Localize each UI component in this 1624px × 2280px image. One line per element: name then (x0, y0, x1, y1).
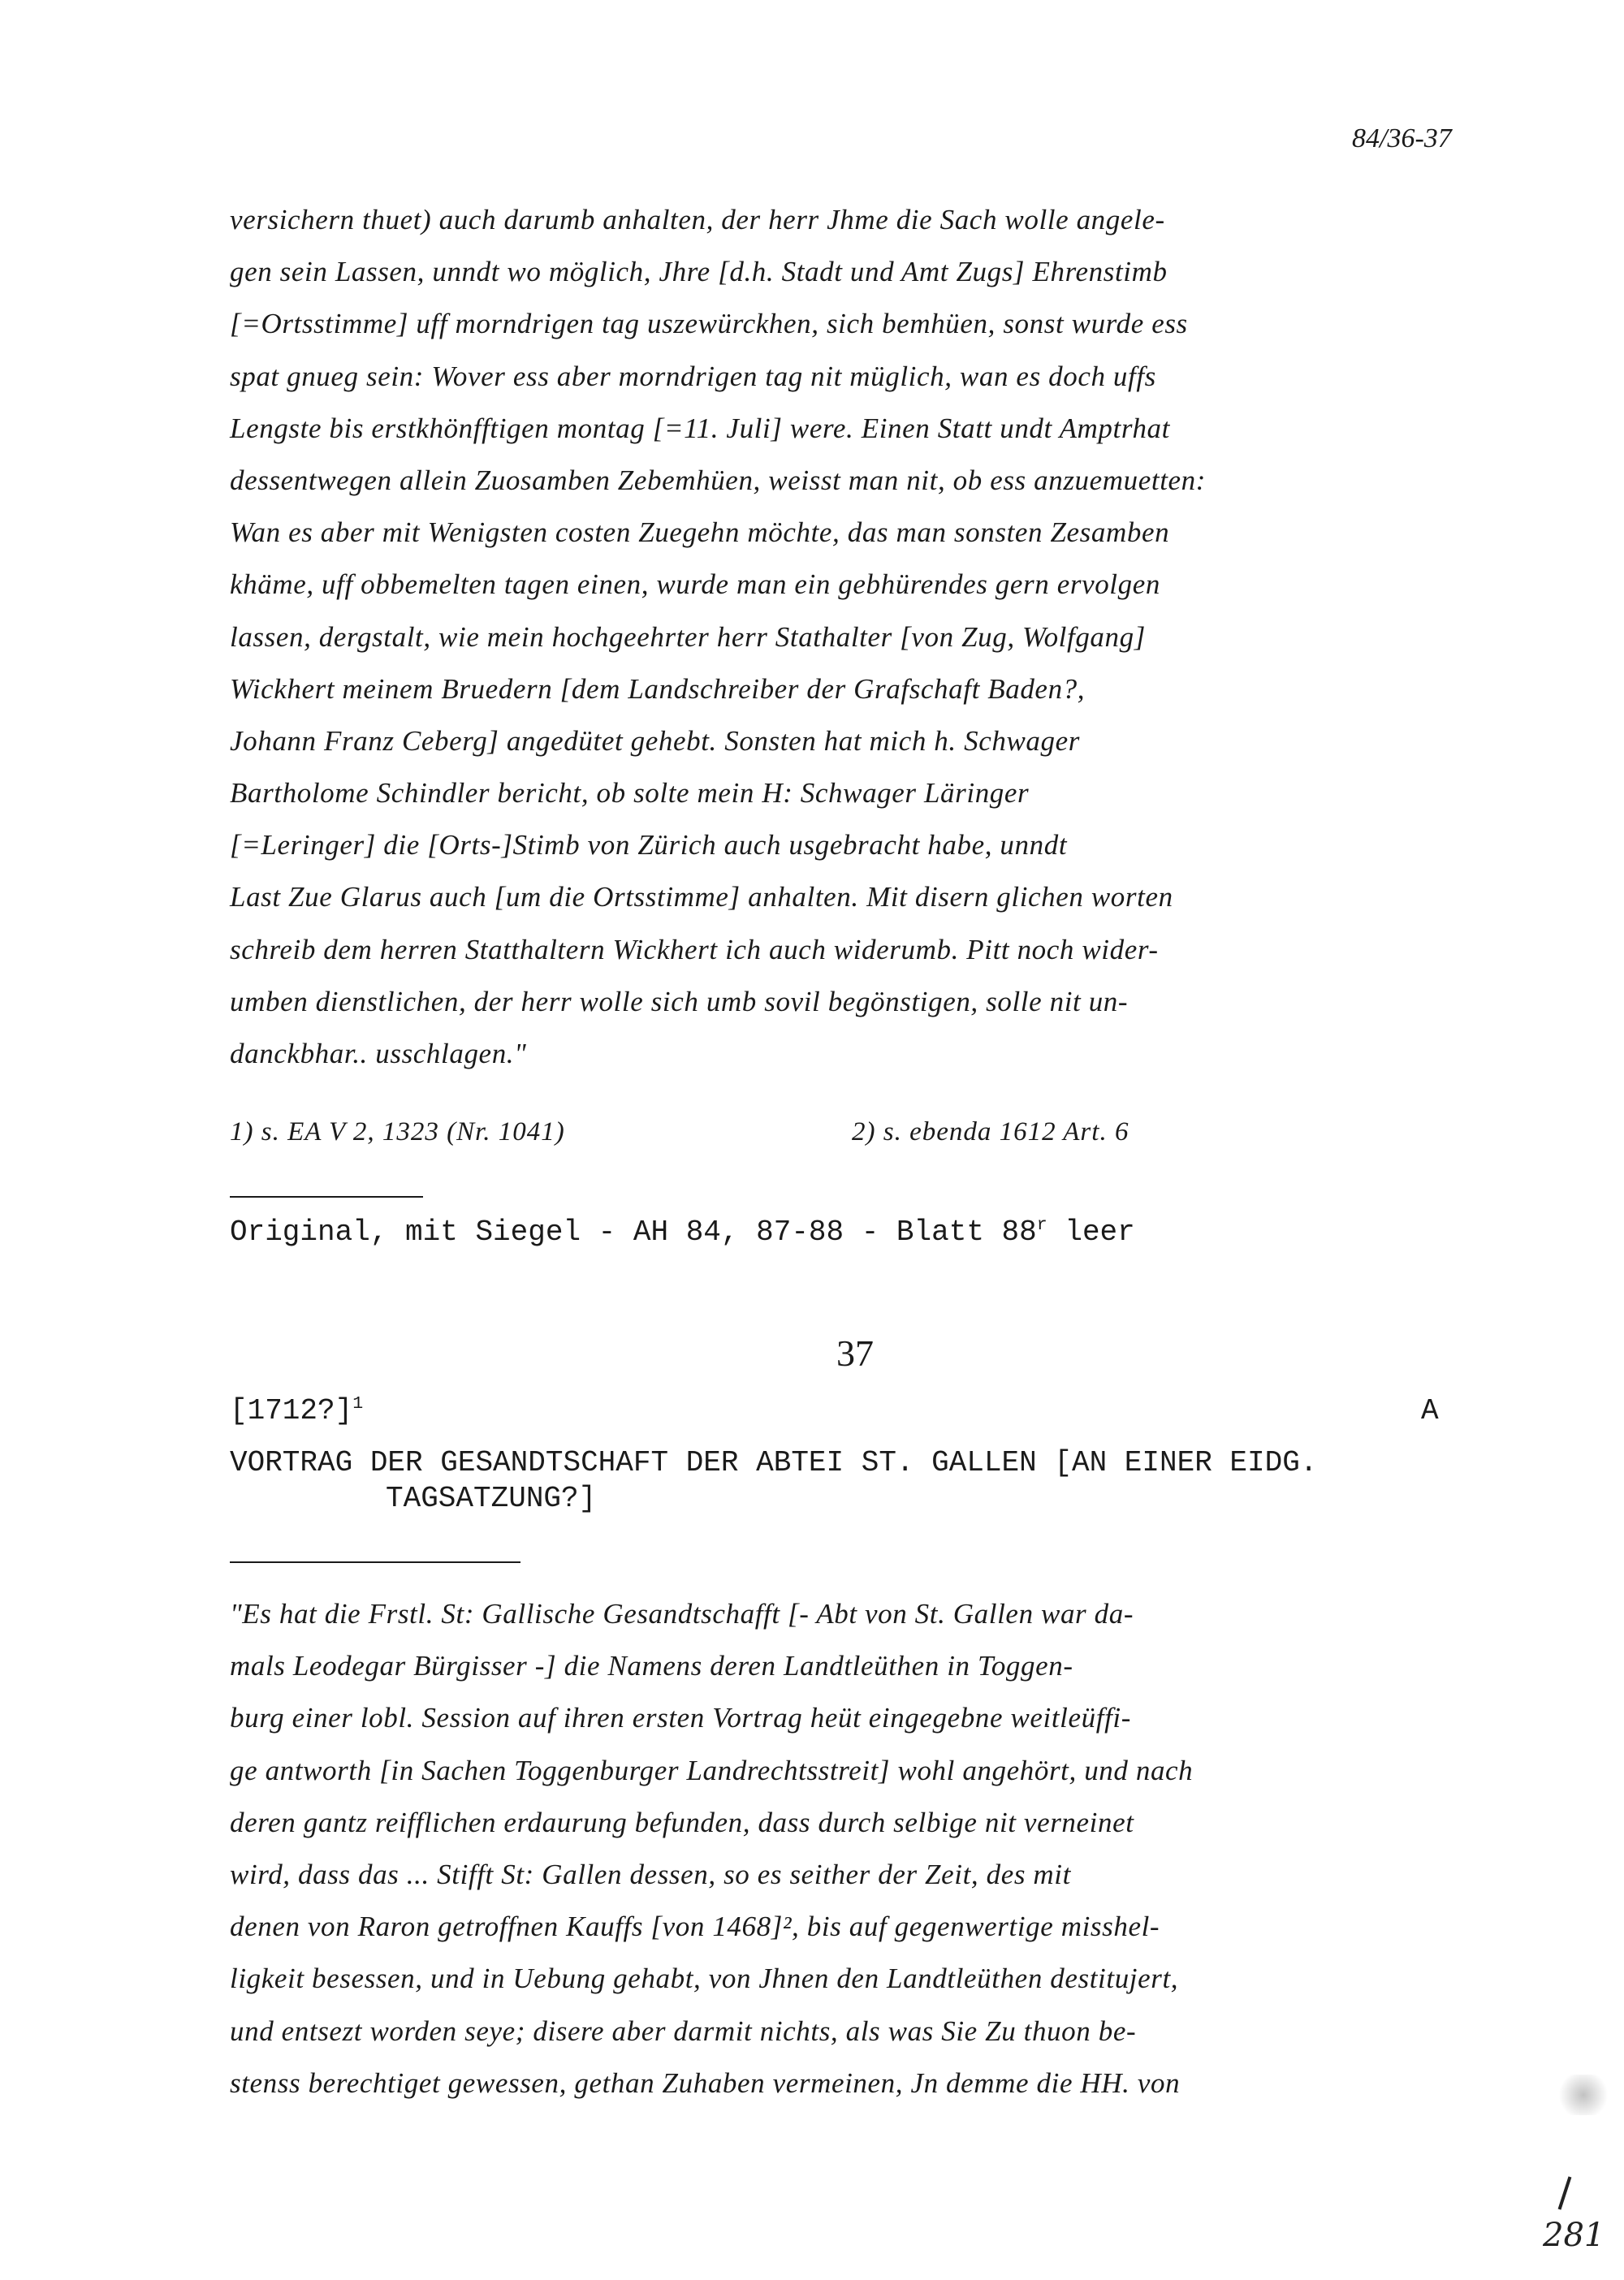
title-line-1: VORTRAG DER GESANDTSCHAFT DER ABTEI ST. GALLEN [AN EINER EIDG. (230, 1446, 1318, 1479)
document-number: 37 (836, 1332, 874, 1374)
text-line: denen von Raron getroffnen Kauffs [von 1468]², bis auf gegenwertige misshel- (230, 1911, 1160, 1943)
text-line: deren gantz reifflichen erdaurung befunden, dass durch selbige nit verneinet (230, 1806, 1134, 1838)
text-line: Johann Franz Ceberg] angedütet gehebt. Sonsten hat mich h. Schwager (230, 724, 1080, 757)
source-text: Original, mit Siegel - AH 84, 87-88 - Blatt 88 (230, 1216, 1037, 1249)
text-line: schreib dem herren Statthaltern Wickhert ich auch widerumb. Pitt noch wider- (230, 933, 1159, 965)
document-title (230, 1445, 1317, 1517)
text-line: und entsezt worden seye; disere aber darmit nichts, als was Sie Zu thuon be- (230, 2014, 1137, 2047)
page-number: 84/36-37 (1352, 123, 1452, 153)
text-line: Wickhert meinem Bruedern [dem Landschreiber der Grafschaft Baden?, (230, 672, 1086, 705)
text-line: Wan es aber mit Wenigsten costen Zuegehn möchte, das man sonsten Zesamben (230, 516, 1170, 549)
divider (230, 1196, 423, 1198)
handwritten-tick-icon (1558, 2176, 1572, 2209)
text-line: khäme, uff obbemelten tagen einen, wurde man ein gebhürendes gern ervolgen (230, 568, 1160, 601)
text-line: [=Leringer] die [Orts-]Stimb von Zürich auch usgebracht habe, unndt (230, 829, 1068, 861)
source-superscript: r (1036, 1216, 1047, 1235)
text-line: gen sein Lassen, unndt wo möglich, Jhre [d.h. Stadt und Amt Zugs] Ehrenstimb (230, 256, 1168, 288)
text-line: Lengste bis erstkhönfftigen montag [=11. Juli] were. Einen Statt undt Amptrhat (230, 412, 1170, 444)
document-date (230, 1394, 363, 1427)
text-line: lassen, dergstalt, wie mein hochgeehrter herr Stathalter [von Zug, Wolfgang] (230, 620, 1146, 653)
source-text-end: leer (1047, 1216, 1135, 1249)
text-line: ligkeit besessen, und in Uebung gehabt, von Jhnen den Landtleüthen destitujert, (230, 1963, 1179, 1995)
footnote-1: 1) s. EA V 2, 1323 (Nr. 1041) (230, 1117, 565, 1146)
text-line: mals Leodegar Bürgisser -] die Namens deren Landtleüthen in Toggen- (230, 1650, 1073, 1682)
date-footnote-ref: 1 (352, 1394, 364, 1414)
text-line: stenss berechtiget gewessen, gethan Zuhaben vermeinen, Jn demme die HH. von (230, 2066, 1181, 2099)
source-note (230, 1216, 1135, 1249)
text-line: spat gnueg sein: Wover ess aber morndrigen tag nit müglich, wan es doch uffs (230, 360, 1156, 392)
text-line: ge antworth [in Sachen Toggenburger Landrechtsstreit] wohl angehört, und nach (230, 1754, 1194, 1786)
text-block-speech (230, 1588, 1193, 2109)
text-line: danckbhar.. usschlagen." (230, 1038, 527, 1069)
text-line: dessentwegen allein Zuosamben Zebemhüen, weisst man nit, ob ess anzuemuetten: (230, 464, 1207, 496)
text-line: wird, dass das ... Stifft St: Gallen dessen, so es seither der Zeit, des mit (230, 1858, 1071, 1890)
footnotes (230, 1117, 1285, 1147)
smudge-mark (1555, 2075, 1612, 2115)
text-line: umben dienstlichen, der herr wolle sich umb sovil begönstigen, solle nit un- (230, 985, 1129, 1017)
handwritten-page-number: 281 (1543, 2217, 1605, 2254)
text-line: "Es hat die Frstl. St: Gallische Gesandtschafft [- Abt von St. Gallen war da- (230, 1598, 1134, 1630)
document-letter: A (1421, 1394, 1439, 1427)
text-block-continued-letter (230, 194, 1206, 1080)
text-line: Last Zue Glarus auch [um die Ortsstimme] anhalten. Mit disern glichen worten (230, 881, 1173, 913)
divider (230, 1561, 520, 1563)
date-text: [1712?] (230, 1394, 353, 1427)
text-line: Bartholome Schindler bericht, ob solte mein H: Schwager Läringer (230, 777, 1030, 810)
text-line: burg einer lobl. Session auf ihren ersten Vortrag heüt eingegebne weitleüffi- (230, 1702, 1131, 1734)
title-line-2: TAGSATZUNG?] (386, 1482, 597, 1515)
footnote-2: 2) s. ebenda 1612 Art. 6 (852, 1117, 1129, 1146)
text-line: [=Ortsstimme] uff morndrigen tag uszewürckhen, sich bemhüen, sonst wurde ess (230, 308, 1188, 340)
text-line: versichern thuet) auch darumb anhalten, der herr Jhme die Sach wolle angele- (230, 204, 1165, 235)
